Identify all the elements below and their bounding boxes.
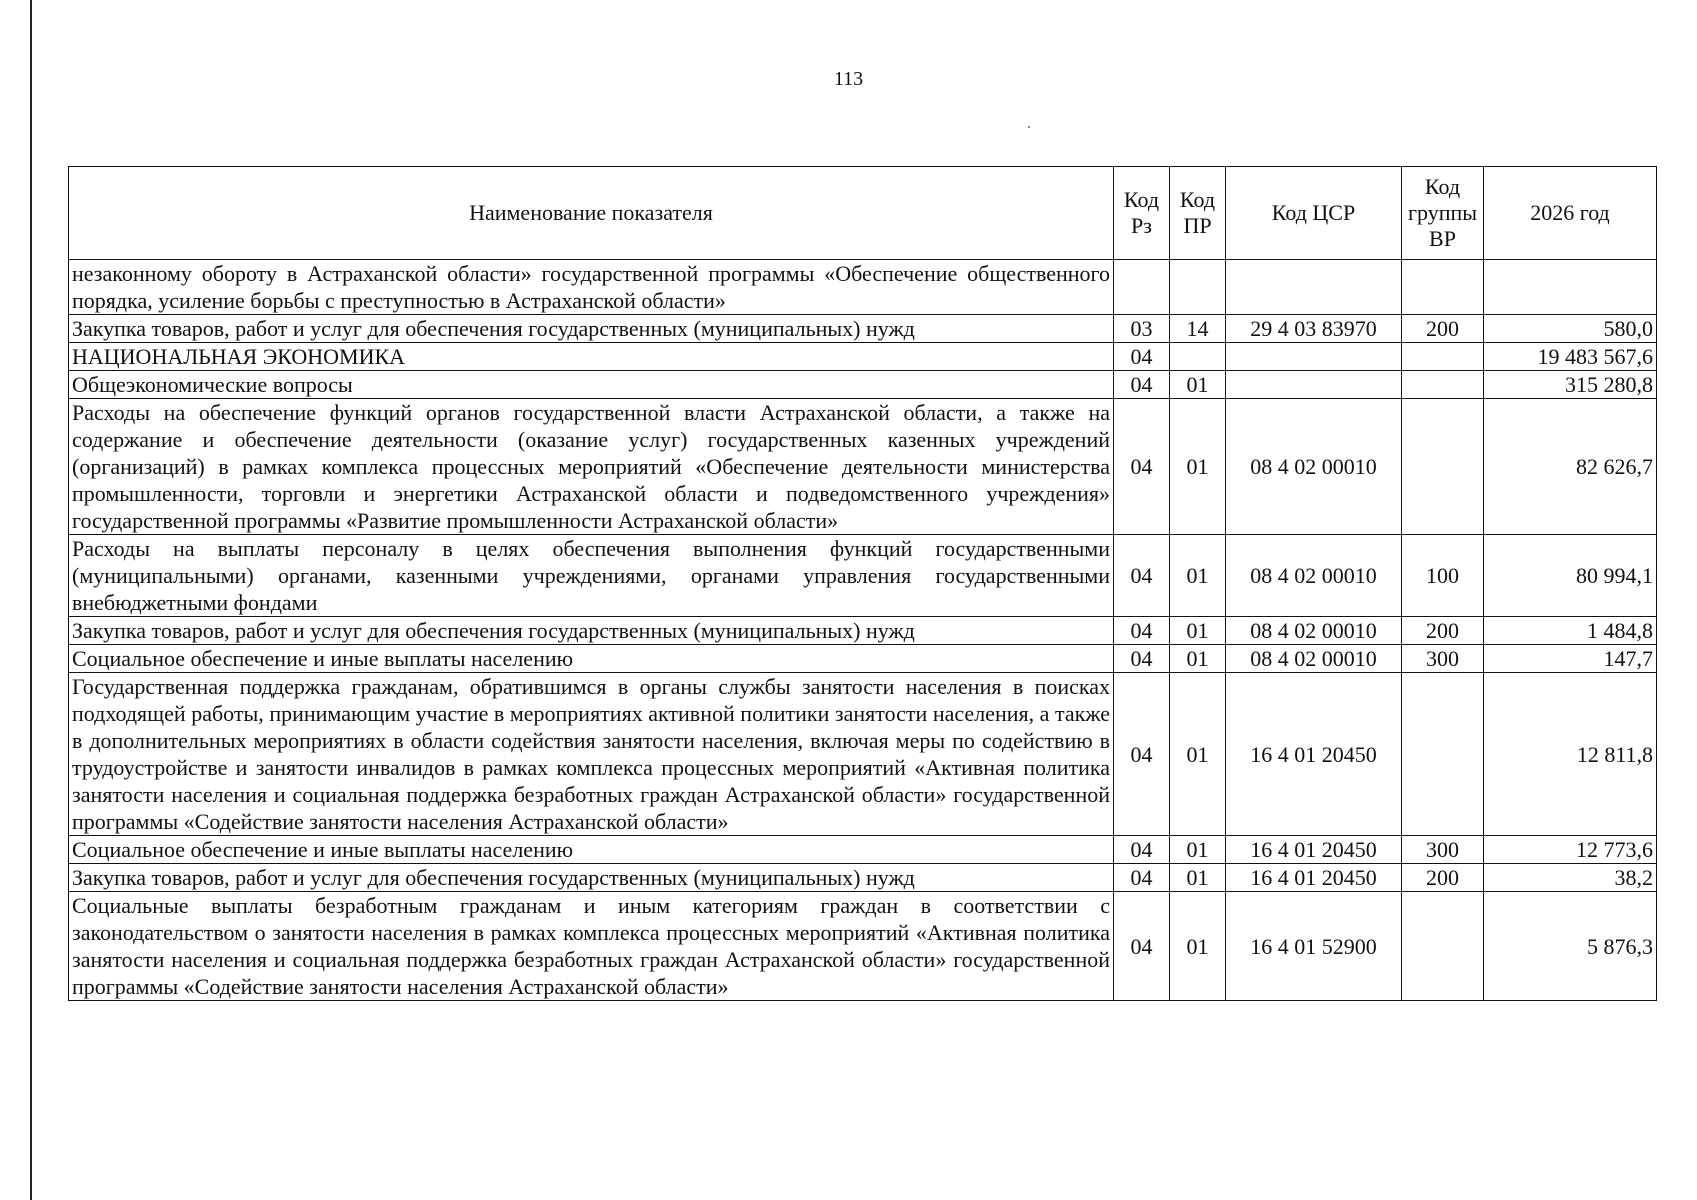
cell-vr: 300 xyxy=(1402,645,1484,673)
table-row xyxy=(69,371,1657,399)
cell-pr: 01 xyxy=(1170,673,1226,836)
cell-amount: 1 484,8 xyxy=(1484,617,1657,645)
cell-amount: 315 280,8 xyxy=(1484,371,1657,399)
table-row xyxy=(69,399,1657,535)
table-row xyxy=(69,617,1657,645)
table-row xyxy=(69,645,1657,673)
cell-name: Социальные выплаты безработным гражданам и иным категориям граждан в соответствии с законодательством о занятости населения в рамках комплекса процессных мероприятий «Активная политика занятости населения и социальная поддержка безработных граждан Астраханской области» государственной программы «Содействие занятости населения Астраханской области» xyxy=(69,892,1114,1001)
cell-name: незаконному обороту в Астраханской области» государственной программы «Обеспечение общественного порядка, усиление борьбы с преступностью в Астраханской области» xyxy=(69,260,1114,315)
cell-rz: 04 xyxy=(1114,892,1170,1001)
cell-pr: 01 xyxy=(1170,371,1226,399)
cell-csr: 16 4 01 20450 xyxy=(1226,836,1402,864)
cell-amount: 580,0 xyxy=(1484,315,1657,343)
cell-name: Расходы на обеспечение функций органов государственной власти Астраханской области, а также на содержание и обеспечение деятельности (оказание услуг) государственных казенных учреждений (организаций) в рамках комплекса процессных мероприятий «Обеспечение деятельности министерства промышленности, торговли и энергетики Астраханской области и подведомственного учреждения» государственной программы «Развитие промышленности Астраханской области» xyxy=(69,399,1114,535)
cell-csr: 16 4 01 20450 xyxy=(1226,864,1402,892)
cell-amount: 38,2 xyxy=(1484,864,1657,892)
header-name: Наименование показателя xyxy=(69,167,1114,260)
cell-vr xyxy=(1402,260,1484,315)
header-year: 2026 год xyxy=(1484,167,1657,260)
cell-rz: 04 xyxy=(1114,645,1170,673)
cell-csr: 16 4 01 52900 xyxy=(1226,892,1402,1001)
cell-pr xyxy=(1170,343,1226,371)
header-pr: Код ПР xyxy=(1170,167,1226,260)
scan-speck xyxy=(1028,126,1030,128)
table-row xyxy=(69,836,1657,864)
cell-csr xyxy=(1226,371,1402,399)
cell-amount: 82 626,7 xyxy=(1484,399,1657,535)
cell-pr xyxy=(1170,260,1226,315)
cell-rz xyxy=(1114,260,1170,315)
page-number: 113 xyxy=(833,68,864,90)
cell-pr: 01 xyxy=(1170,645,1226,673)
cell-name: Закупка товаров, работ и услуг для обеспечения государственных (муниципальных) нужд xyxy=(69,864,1114,892)
table-row xyxy=(69,864,1657,892)
table-row xyxy=(69,343,1657,371)
cell-vr xyxy=(1402,892,1484,1001)
cell-vr xyxy=(1402,673,1484,836)
cell-rz: 04 xyxy=(1114,836,1170,864)
cell-name: Расходы на выплаты персоналу в целях обеспечения выполнения функций государственными (муниципальными) органами, казенными учреждениями, органами управления государственными внебюджетными фондами xyxy=(69,535,1114,617)
cell-rz: 04 xyxy=(1114,673,1170,836)
cell-pr: 01 xyxy=(1170,617,1226,645)
cell-amount: 12 811,8 xyxy=(1484,673,1657,836)
cell-vr: 200 xyxy=(1402,315,1484,343)
cell-vr xyxy=(1402,399,1484,535)
header-csr: Код ЦСР xyxy=(1226,167,1402,260)
cell-pr: 01 xyxy=(1170,836,1226,864)
cell-csr xyxy=(1226,260,1402,315)
cell-rz: 03 xyxy=(1114,315,1170,343)
cell-name: Государственная поддержка гражданам, обратившимся в органы службы занятости населения в поисках подходящей работы, принимающим участие в мероприятиях активной политики занятости населения, а также в дополнительных мероприятиях в области содействия занятости населения, включая меры по содействию в трудоустройстве и занятости инвалидов в рамках комплекса процессных мероприятий «Активная политика занятости населения и социальная поддержка безработных граждан Астраханской области» государственной программы «Содействие занятости населения Астраханской области» xyxy=(69,673,1114,836)
binding-line xyxy=(30,0,32,1200)
cell-name: Социальное обеспечение и иные выплаты населению xyxy=(69,836,1114,864)
table-header-row xyxy=(69,167,1657,260)
cell-csr: 08 4 02 00010 xyxy=(1226,645,1402,673)
cell-rz: 04 xyxy=(1114,864,1170,892)
cell-vr xyxy=(1402,343,1484,371)
cell-name: Социальное обеспечение и иные выплаты населению xyxy=(69,645,1114,673)
header-rz: Код Рз xyxy=(1114,167,1170,260)
cell-pr: 01 xyxy=(1170,892,1226,1001)
cell-name: Закупка товаров, работ и услуг для обеспечения государственных (муниципальных) нужд xyxy=(69,315,1114,343)
cell-amount: 147,7 xyxy=(1484,645,1657,673)
cell-pr: 01 xyxy=(1170,535,1226,617)
cell-name: Общеэкономические вопросы xyxy=(69,371,1114,399)
cell-rz: 04 xyxy=(1114,399,1170,535)
cell-amount: 5 876,3 xyxy=(1484,892,1657,1001)
cell-csr: 16 4 01 20450 xyxy=(1226,673,1402,836)
cell-name: НАЦИОНАЛЬНАЯ ЭКОНОМИКА xyxy=(69,343,1114,371)
cell-csr: 29 4 03 83970 xyxy=(1226,315,1402,343)
table-row xyxy=(69,673,1657,836)
cell-csr: 08 4 02 00010 xyxy=(1226,535,1402,617)
cell-amount: 80 994,1 xyxy=(1484,535,1657,617)
cell-pr: 01 xyxy=(1170,864,1226,892)
cell-rz: 04 xyxy=(1114,371,1170,399)
cell-rz: 04 xyxy=(1114,343,1170,371)
cell-vr xyxy=(1402,371,1484,399)
cell-vr: 200 xyxy=(1402,617,1484,645)
table-row xyxy=(69,260,1657,315)
table-row xyxy=(69,892,1657,1001)
cell-rz: 04 xyxy=(1114,535,1170,617)
cell-vr: 200 xyxy=(1402,864,1484,892)
cell-vr: 300 xyxy=(1402,836,1484,864)
cell-pr: 01 xyxy=(1170,399,1226,535)
budget-table xyxy=(68,166,1657,1001)
table-body xyxy=(69,260,1657,1001)
cell-amount: 19 483 567,6 xyxy=(1484,343,1657,371)
cell-name: Закупка товаров, работ и услуг для обеспечения государственных (муниципальных) нужд xyxy=(69,617,1114,645)
table-row xyxy=(69,535,1657,617)
cell-csr: 08 4 02 00010 xyxy=(1226,617,1402,645)
cell-csr xyxy=(1226,343,1402,371)
cell-vr: 100 xyxy=(1402,535,1484,617)
cell-amount xyxy=(1484,260,1657,315)
cell-amount: 12 773,6 xyxy=(1484,836,1657,864)
cell-pr: 14 xyxy=(1170,315,1226,343)
header-vr: Код группы ВР xyxy=(1402,167,1484,260)
cell-rz: 04 xyxy=(1114,617,1170,645)
table-row xyxy=(69,315,1657,343)
cell-csr: 08 4 02 00010 xyxy=(1226,399,1402,535)
